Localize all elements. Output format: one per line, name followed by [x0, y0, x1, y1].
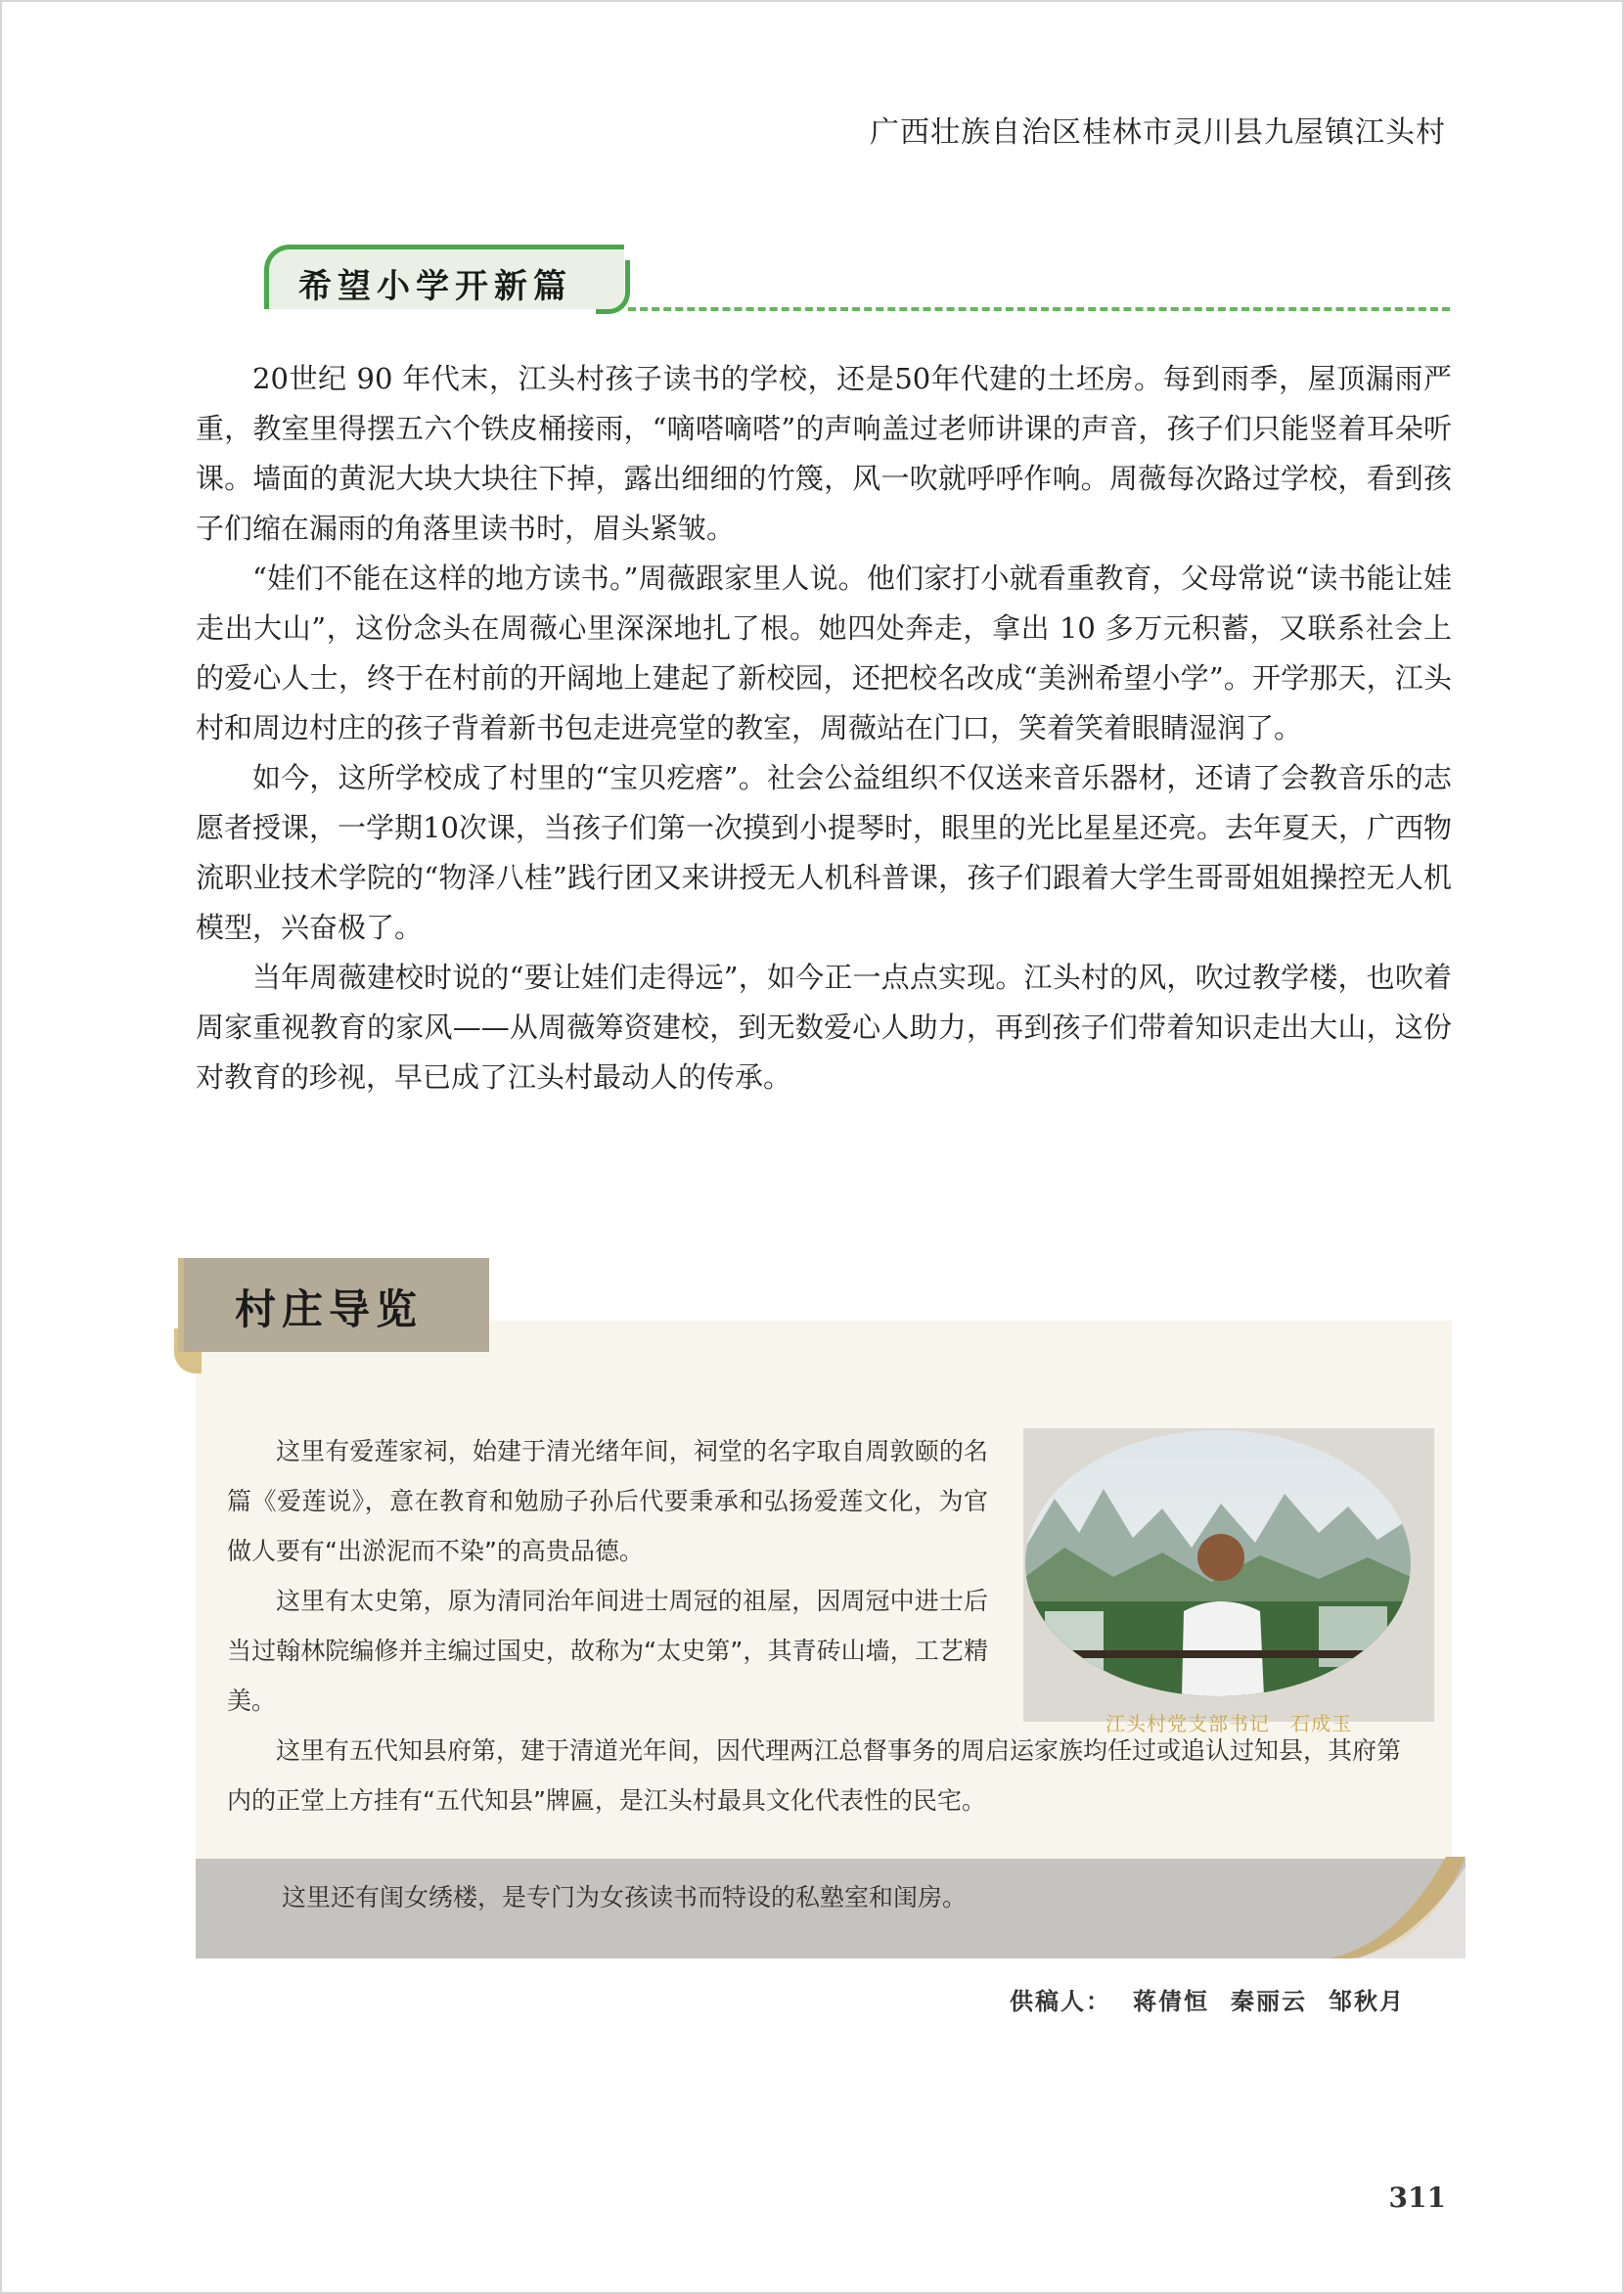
- guide-paragraph: 这里有爱莲家祠，始建于清光绪年间，祠堂的名字取自周敦颐的名篇《爱莲说》，意在教育和勉励子孙后代要秉承和弘扬爱莲文化，为官做人要有“出淤泥而不染”的高贵品德。: [227, 1437, 988, 1565]
- contributors: [1010, 1982, 1405, 2016]
- paragraph: 20世纪 90 年代末，江头村孩子读书的学校，还是50年代建的土坯房。每到雨季，屋顶漏雨严重，教室里得摆五六个铁皮桶接雨，“嘀嗒嘀嗒”的声响盖过老师讲课的声音，孩子们只能竖着耳朵听课。墙面的黄泥大块大块往下掉，露出细细的竹篾，风一吹就呼呼作响。周薇每次路过学校，看到孩子们缩在漏雨的角落里读书时，眉头紧皱。: [196, 362, 1452, 545]
- article-body: [196, 354, 1452, 1102]
- guide-title: 村庄导览: [235, 1285, 424, 1333]
- section-title-box: [264, 245, 624, 309]
- contributor-name: 蒋倩恒: [1133, 1987, 1209, 2015]
- guide-last-paragraph: 这里还有闺女绣楼，是专门为女孩读书而特设的私塾室和闺房。: [282, 1883, 968, 1912]
- photo-caption: 江头村党支部书记 石成玉: [1105, 1712, 1352, 1735]
- gold-swoosh-decoration: [1329, 1857, 1466, 1958]
- paragraph: “娃们不能在这样的地方读书。”周薇跟家里人说。他们家打小就看重教育，父母常说“读书能让娃走出大山”，这份念头在周薇心里深深地扎了根。她四处奔走，拿出 10 多万元积蓄，又联系社会上的爱心人士，终于在村前的开阔地上建起了新校园，还把校名改成“美洲希望小学”。开学那天，江头村和周边村庄的孩子背着新书包走进亮堂的教室，周薇站在门口，笑着笑着眼睛湿润了。: [196, 562, 1452, 744]
- section-title: 希望小学开新篇: [298, 267, 572, 306]
- running-header: 广西壮族自治区桂林市灵川县九屋镇江头村: [870, 115, 1446, 150]
- contributor-name: 秦丽云: [1231, 1987, 1307, 2015]
- paragraph: 如今，这所学校成了村里的“宝贝疙瘩”。社会公益组织不仅送来音乐器材，还请了会教音乐的志愿者授课，一学期10次课，当孩子们第一次摸到小提琴时，眼里的光比星星还亮。去年夏天，广西物流职业技术学院的“物泽八桂”践行团又来讲授无人机科普课，孩子们跟着大学生哥哥姐姐操控无人机模型，兴奋极了。: [196, 761, 1452, 944]
- guide-title-tab: [184, 1258, 489, 1352]
- guide-paragraph: 这里有五代知县府第，建于清道光年间，因代理两江总督事务的周启运家族均任过或追认过知县，其府第内的正堂上方挂有“五代知县”牌匾，是江头村最具文化代表性的民宅。: [227, 1736, 1402, 1815]
- contributors-label: 供稿人：: [1010, 1987, 1111, 2015]
- guide-text: [227, 1426, 1421, 1825]
- guide-paragraph: 这里有太史第，原为清同治年间进士周冠的祖屋，因周冠中进士后当过翰林院编修并主编过国史，故称为“太史第”，其青砖山墙，工艺精美。: [227, 1587, 988, 1715]
- paragraph: 当年周薇建校时说的“要让娃们走得远”，如今正一点点实现。江头村的风，吹过教学楼，也吹着周家重视教育的家风——从周薇筹资建校，到无数爱心人助力，再到孩子们带着知识走出大山，这份对教育的珍视，早已成了江头村最动人的传承。: [196, 961, 1452, 1094]
- dashed-divider: [628, 307, 1450, 311]
- contributor-name: 邹秋月: [1329, 1987, 1405, 2015]
- page-number: 311: [1388, 2182, 1446, 2214]
